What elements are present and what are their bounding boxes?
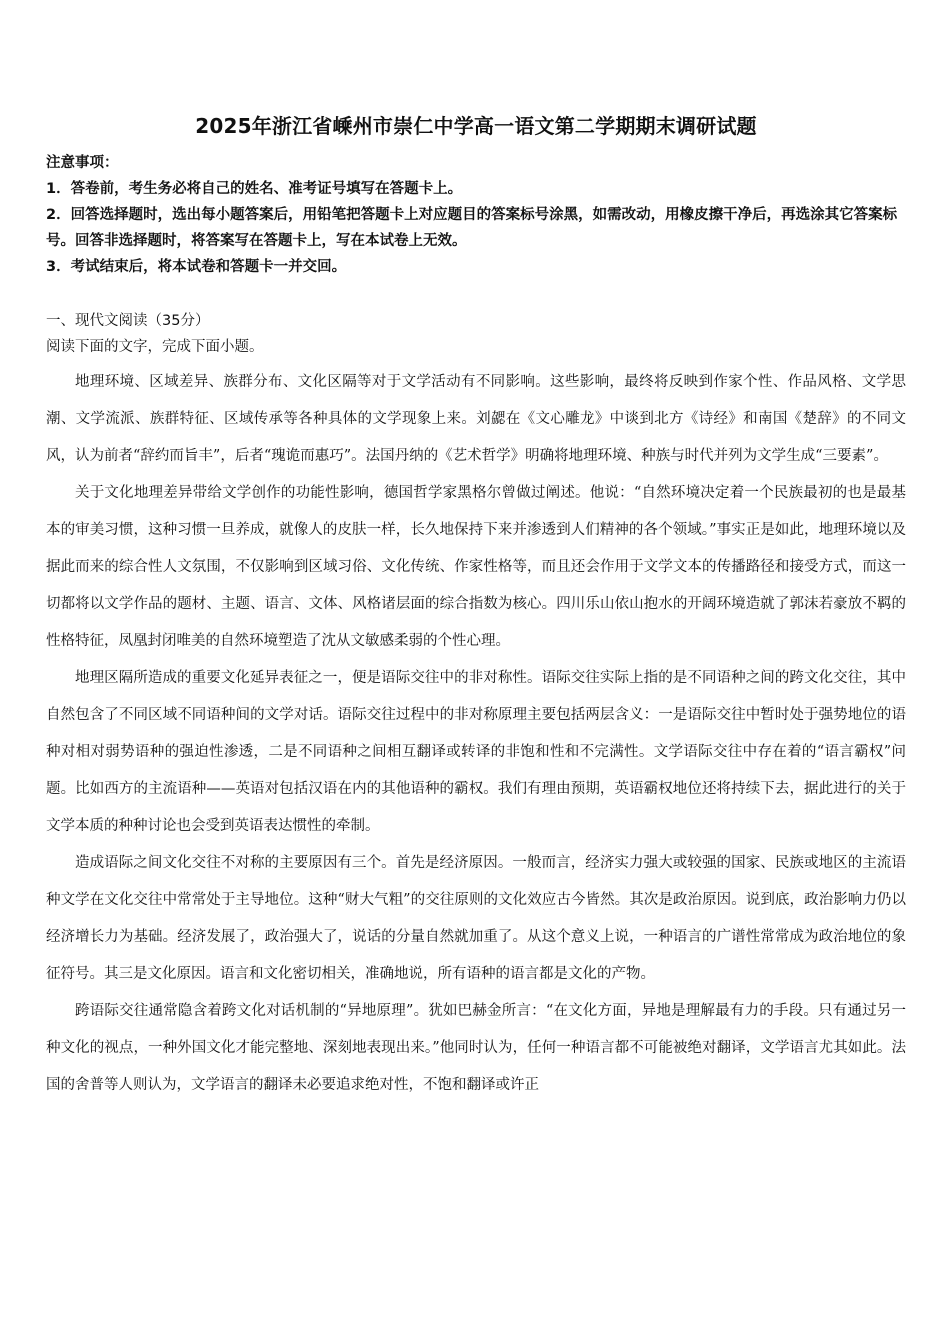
passage-paragraph-2: 关于文化地理差异带给文学创作的功能性影响，德国哲学家黑格尔曾做过阐述。他说：“自然环境决定着一个民族最初的也是最基本的审美习惯，这种习惯一旦养成，就像人的皮肤一样，长久地保持下来并渗透到人们精神的各个领域。”事实正是如此，地理环境以及据此而来的综合性人文氛围，不仅影响到区域习俗、文化传统、作家性格等，而且还会作用于文学文本的传播路径和接受方式，而这一切都将以文学作品的题材、主题、语言、文体、风格诸层面的综合指数为核心。四川乐山依山抱水的开阔环境造就了郭沫若豪放不羁的性格特征，凤凰封闭唯美的自然环境塑造了沈从文敏感柔弱的个性心理。 (46, 485, 906, 649)
notice-item-1: 1．答卷前，考生务必将自己的姓名、准考证号填写在答题卡上。 (46, 181, 463, 197)
passage-paragraph-3: 地理区隔所造成的重要文化延异表征之一，便是语际交往中的非对称性。语际交往实际上指的是不同语种之间的跨文化交往，其中自然包含了不同区域不同语种间的文学对话。语际交往过程中的非对称原理主要包括两层含义：一是语际交往中暂时处于强势地位的语种对相对弱势语种的强迫性渗透，二是不同语种之间相互翻译或转译的非饱和性和不完满性。文学语际交往中存在着的“语言霸权”问题。比如西方的主流语种——英语对包括汉语在内的其他语种的霸权。我们有理由预期，英语霸权地位还将持续下去，据此进行的关于文学本质的种种讨论也会受到英语表达惯性的牵制。 (46, 670, 906, 834)
passage-paragraph-5: 跨语际交往通常隐含着跨文化对话机制的“异地原理”。犹如巴赫金所言：“在文化方面，异地是理解最有力的手段。只有通过另一种文化的视点，一种外国文化才能完整地、深刻地表现出来。”他同时认为，任何一种语言都不可能被绝对翻译，文学语言尤其如此。法国的舍普等人则认为，文学语言的翻译未必要追求绝对性，不饱和翻译或许正 (46, 1003, 906, 1093)
passage-paragraph-4: 造成语际之间文化交往不对称的主要原因有三个。首先是经济原因。一般而言，经济实力强大或较强的国家、民族或地区的主流语种文学在文化交往中常常处于主导地位。这种“财大气粗”的交往原则的文化效应古今皆然。其次是政治原因。说到底，政治影响力仍以经济增长力为基础。经济发展了，政治强大了，说话的分量自然就加重了。从这个意义上说，一种语言的广谱性常常成为政治地位的象征符号。其三是文化原因。语言和文化密切相关，准确地说，所有语种的语言都是文化的产物。 (46, 855, 906, 982)
exam-title: 2025年浙江省嵊州市崇仁中学高一语文第二学期期末调研试题 (195, 114, 757, 138)
reading-instruction: 阅读下面的文字，完成下面小题。 (46, 339, 264, 355)
exam-page (46, 108, 906, 1104)
notice-block (46, 150, 906, 280)
passage-paragraph-1: 地理环境、区域差异、族群分布、文化区隔等对于文学活动有不同影响。这些影响，最终将反映到作家个性、作品风格、文学思潮、文学流派、族群特征、区域传承等各种具体的文学现象上来。刘勰在《文心雕龙》中谈到北方《诗经》和南国《楚辞》的不同文风，认为前者“辞约而旨丰”，后者“瑰诡而惠巧”。法国丹纳的《艺术哲学》明确将地理环境、种族与时代并列为文学生成“三要素”。 (46, 374, 906, 464)
notice-item-2: 2．回答选择题时，选出每小题答案后，用铅笔把答题卡上对应题目的答案标号涂黑，如需改动，用橡皮擦干净后，再选涂其它答案标号。回答非选择题时，将答案写在答题卡上，写在本试卷上无效。 (46, 207, 898, 249)
section-title: 一、现代文阅读（35分） (46, 313, 210, 329)
notice-heading: 注意事项： (46, 155, 119, 171)
notice-item-3: 3．考试结束后，将本试卷和答题卡一并交回。 (46, 259, 347, 275)
